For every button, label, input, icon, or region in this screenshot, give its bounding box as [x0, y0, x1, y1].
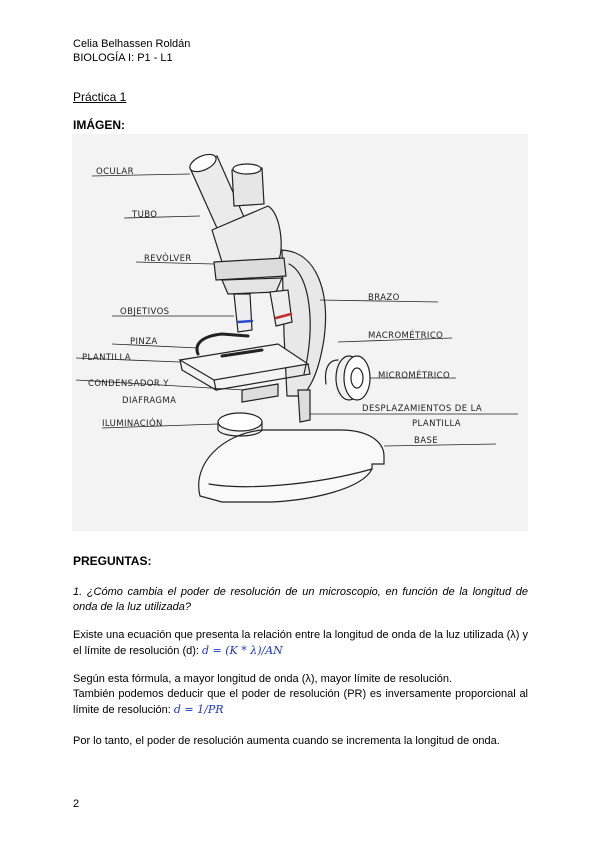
answer-paragraph-1 [73, 628, 528, 659]
label-micrometrico: MICROMÉTRICO [378, 371, 451, 381]
label-condensador-line2: DIAFRAGMA [122, 396, 177, 406]
course-code: BIOLOGÍA I: P1 - L1 [73, 52, 173, 64]
label-ocular: OCULAR [96, 167, 134, 177]
microscope-drawing [72, 134, 528, 531]
label-tubo: TUBO [132, 210, 158, 220]
label-macrometrico: MACROMÉTRICO [368, 331, 444, 341]
label-desplazamientos-line2: PLANTILLA [412, 419, 462, 429]
questions-heading: PREGUNTAS: [73, 554, 152, 568]
page-number: 2 [73, 798, 80, 810]
label-platina: PLANTILLA [82, 353, 132, 363]
question-1: 1. ¿Cómo cambia el poder de resolución de un microscopio, en función de la longitud de onda de la luz utilizada? [73, 586, 528, 613]
answer-paragraph-2 [73, 672, 528, 718]
answer-p2-line2: También podemos deducir que el poder de resolución (PR) es inversamente proporcional al límite de resolución: [73, 688, 528, 716]
answer-p1-text: Existe una ecuación que presenta la relación entre la longitud de onda de la luz utilizada (λ) y el límite de resolución (d): [73, 629, 528, 657]
answer-paragraph-3: Por lo tanto, el poder de resolución aumenta cuando se incrementa la longitud de onda. [73, 735, 500, 747]
microscope-figure [72, 134, 528, 531]
image-heading: IMÁGEN: [73, 118, 125, 132]
label-iluminacion: ILUMINACIÓN [102, 419, 163, 429]
label-pinza: PINZA [130, 337, 158, 347]
label-revolver: REVÓLVER [144, 254, 192, 264]
label-desplazamientos-line1: DESPLAZAMIENTOS DE LA [362, 404, 483, 414]
label-base: BASE [414, 436, 439, 446]
formula-resolving-power: d = 1/PR [173, 703, 224, 716]
formula-resolution-limit: d = (K * λ)/AN [202, 644, 283, 657]
label-brazo: BRAZO [368, 293, 400, 303]
microscope-outline [180, 151, 384, 502]
label-condensador-line1: CONDENSADOR Y [88, 379, 169, 389]
practice-title: Práctica 1 [73, 90, 127, 104]
author-name: Celia Belhassen Roldán [73, 38, 191, 50]
label-objetivos: OBJETIVOS [120, 307, 170, 317]
answer-p2-line1: Según esta fórmula, a mayor longitud de onda (λ), mayor límite de resolución. [73, 673, 453, 685]
